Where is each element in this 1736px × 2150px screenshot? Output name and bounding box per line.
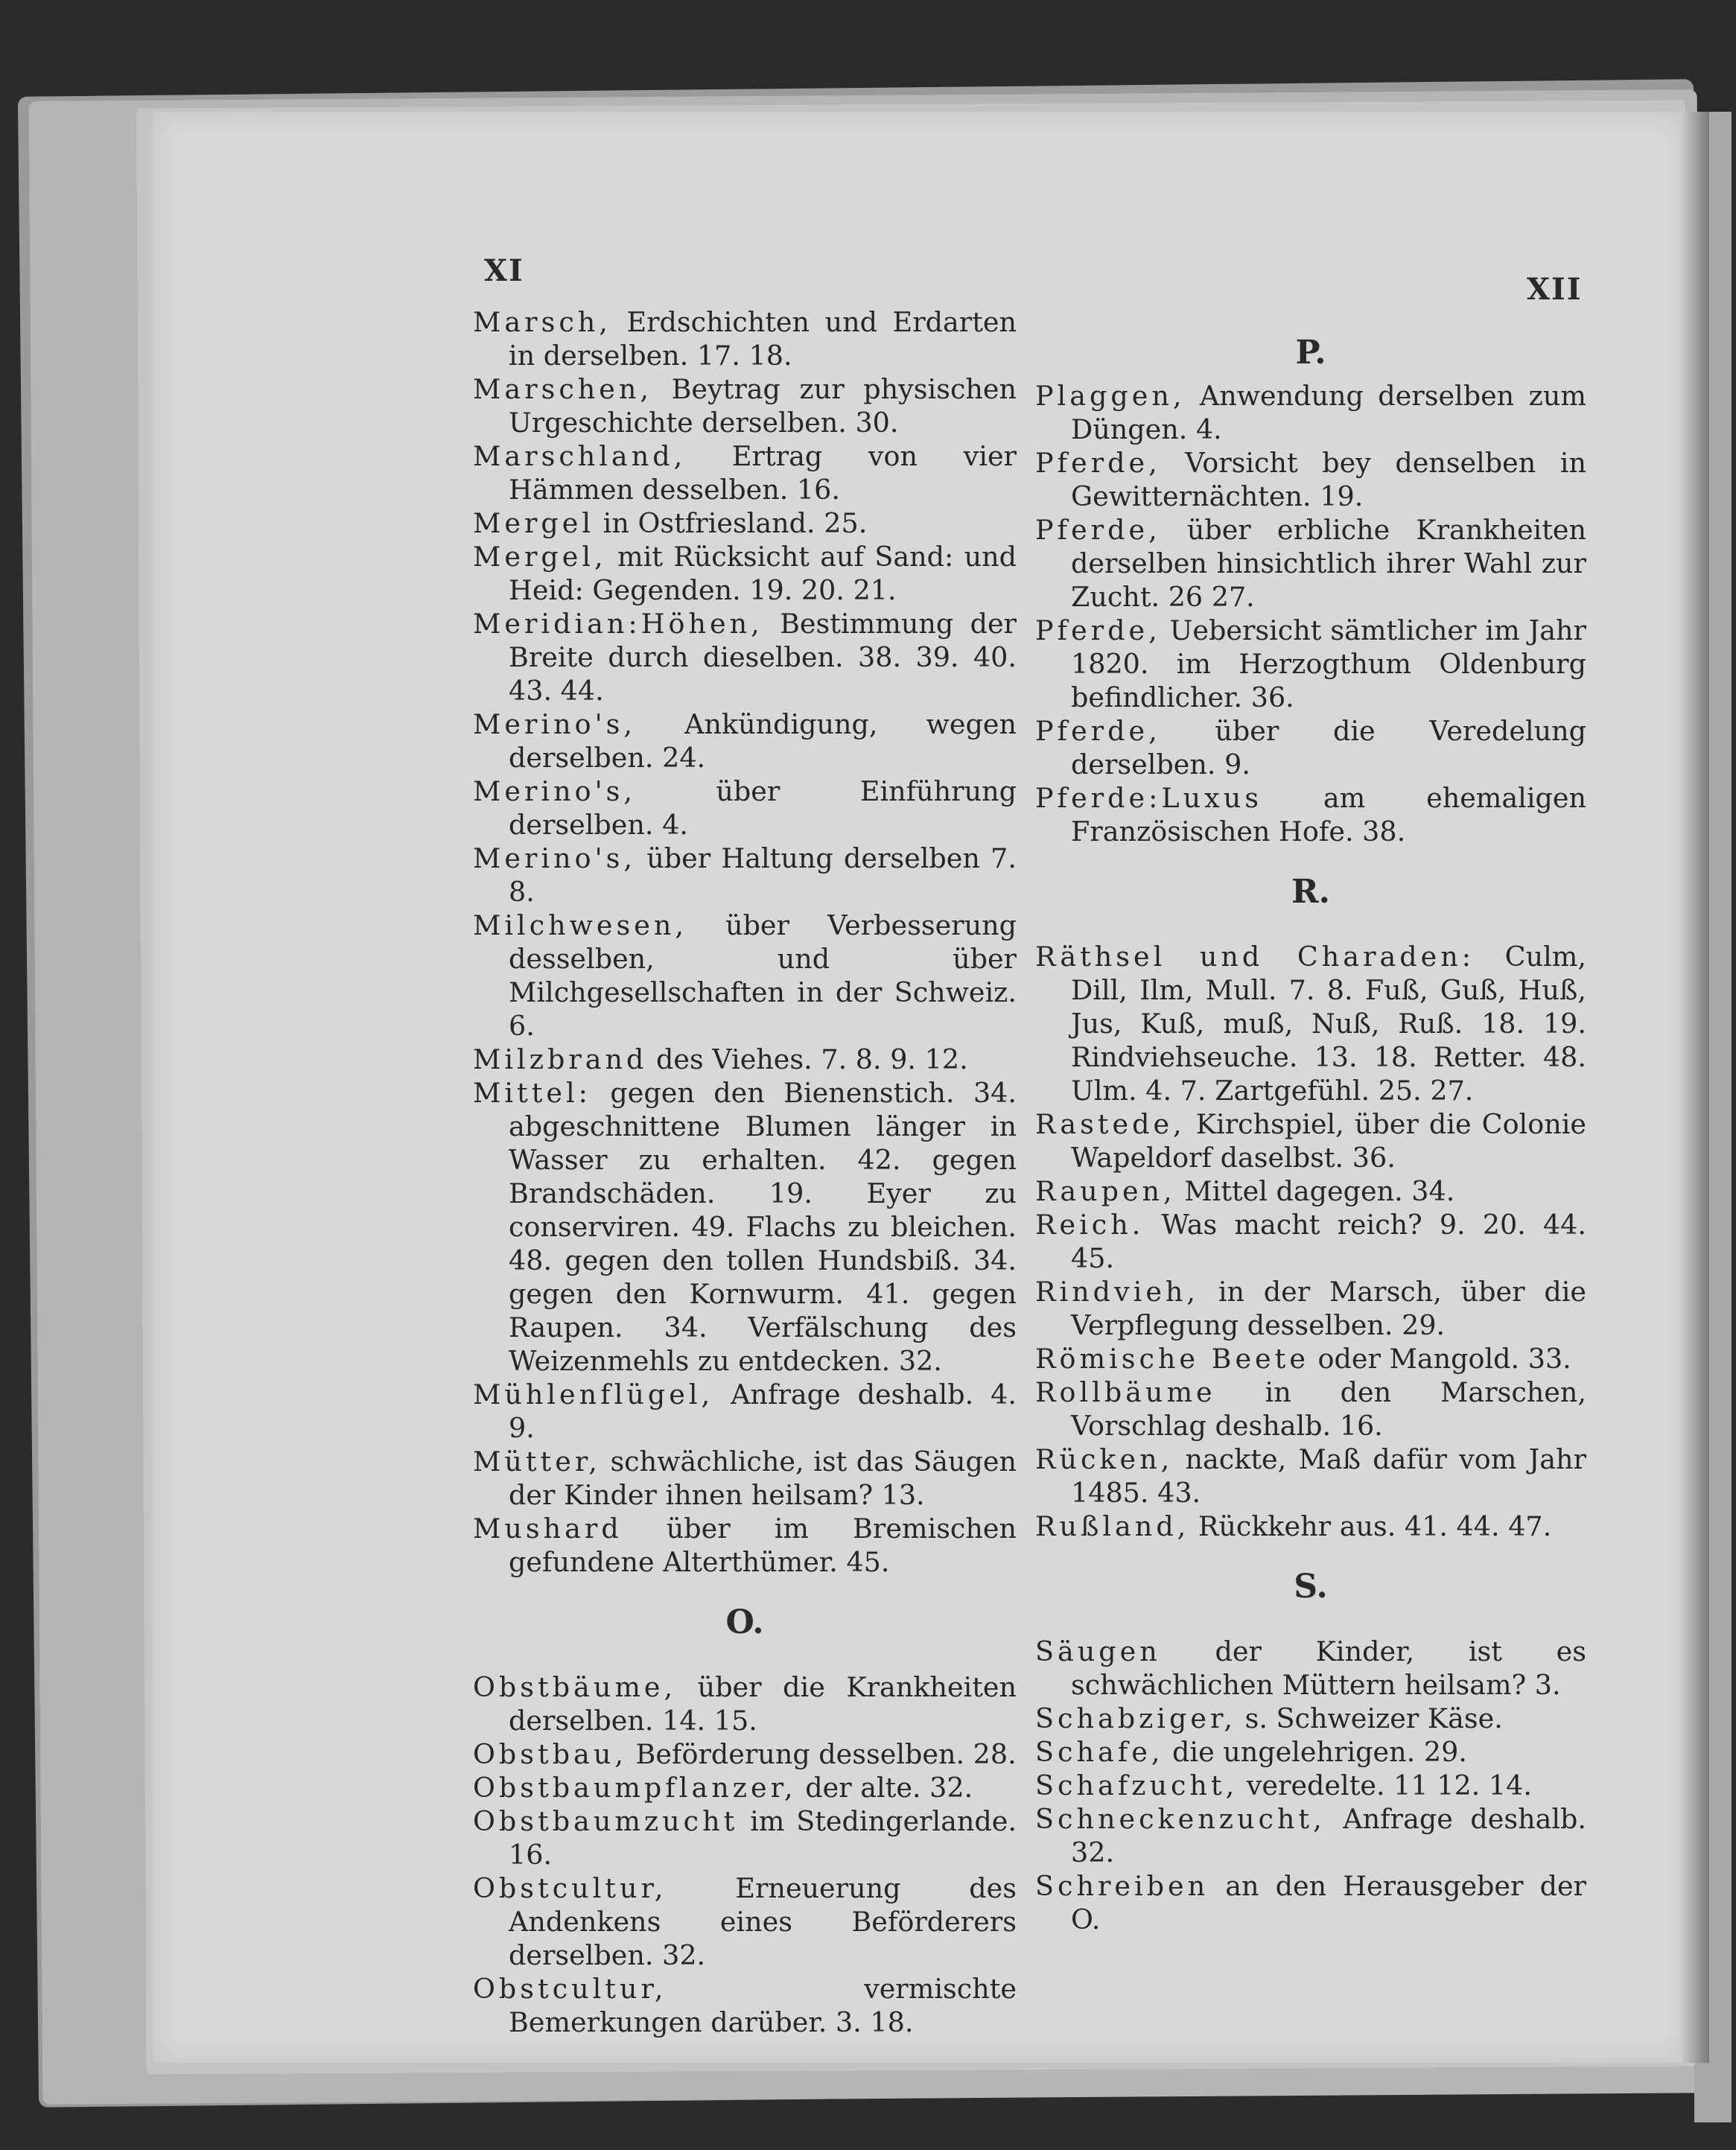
entry-head: Milchwesen, <box>473 909 687 941</box>
section-letter-o: O. <box>725 1603 764 1641</box>
entry-text: Uebersicht sämtlicher im Jahr 1820. im Herzogthum Oldenburg befindlicher. 36. <box>1071 614 1586 713</box>
entry-text: Bestimmung der Breite durch dieselben. 38. 39. 40. 43. 44. <box>509 608 1017 707</box>
index-entry <box>473 372 1017 439</box>
index-entry <box>473 1076 1017 1378</box>
entry-text: Erneuerung des Andenkens eines Beförderers derselben. 32. <box>509 1872 1017 1971</box>
entry-text: der alte. 32. <box>796 1772 973 1804</box>
entry-head: Meridian:Höhen, <box>473 608 763 640</box>
entry-head: Marsch, <box>473 306 611 338</box>
entry-text: Vorsicht bey denselben in Gewitternächten. 19. <box>1071 447 1586 512</box>
entry-text: s. Schweizer Käse. <box>1236 1702 1503 1734</box>
index-entry <box>1035 1443 1586 1510</box>
entry-head: Obstbäume, <box>473 1671 677 1703</box>
index-entry <box>1035 1107 1586 1174</box>
index-entry <box>1035 1275 1586 1342</box>
index-entry <box>473 1670 1017 1737</box>
entry-head: Rücken, <box>1035 1443 1174 1475</box>
entry-head: Merino's, <box>473 842 636 874</box>
entry-head: Pferde, <box>1035 514 1161 546</box>
entry-head: Pferde:Luxus <box>1035 782 1262 814</box>
left-index-column <box>473 305 1017 2039</box>
entry-head: Obstcultur, <box>473 1973 667 2005</box>
entry-text: Culm, Dill, Ilm, Mull. 7. 8. Fuß, Guß, Huß, Jus, Kuß, muß, Nuß, Ruß. 18. 19. Rindviehseuche. 13. 18. Retter. 48. Ulm. 4. 7. Zartgefühl. 25. 27. <box>1071 941 1586 1107</box>
entry-head: Schafzucht, <box>1035 1769 1239 1801</box>
entry-head: Raupen, <box>1035 1175 1176 1207</box>
index-entry <box>1035 446 1586 513</box>
index-entry <box>473 775 1017 842</box>
index-entry <box>1035 513 1586 614</box>
entry-head: Pferde, <box>1035 715 1161 747</box>
index-entry <box>473 707 1017 775</box>
index-entry <box>473 1512 1017 1579</box>
entry-head: Mushard <box>473 1513 623 1545</box>
index-entry <box>473 1972 1017 2039</box>
entry-head: Mühlenflügel, <box>473 1378 714 1410</box>
entry-head: Obstcultur, <box>473 1872 667 1904</box>
entry-head: Rastede, <box>1035 1108 1186 1140</box>
entry-head: Säugen <box>1035 1635 1161 1667</box>
entry-head: Mergel <box>473 507 595 539</box>
index-entry <box>1035 1375 1586 1443</box>
entry-head: Schafe, <box>1035 1736 1164 1768</box>
entry-text: Erdschichten und Erdarten in derselben. 17. 18. <box>509 306 1017 372</box>
index-entry <box>1035 714 1586 781</box>
index-entry <box>1035 1510 1586 1543</box>
section-letter-s: S. <box>1294 1568 1328 1606</box>
index-entry <box>473 607 1017 707</box>
index-entry <box>473 1737 1017 1771</box>
entry-text: des Viehes. 7. 8. 9. 12. <box>647 1043 968 1075</box>
index-entry <box>473 1771 1017 1804</box>
entry-text: Anfrage deshalb. 4. 9. <box>509 1378 1017 1444</box>
entry-text: die ungelehrigen. 29. <box>1163 1736 1467 1768</box>
entry-head: Mütter, <box>473 1445 601 1478</box>
entry-head: Obstbau, <box>473 1738 627 1770</box>
entry-text: schwächliche, ist das Säugen der Kinder ihnen heilsam? 13. <box>509 1445 1017 1511</box>
section-letter-r: R. <box>1291 873 1330 911</box>
entry-head: Obstbaumpflanzer, <box>473 1772 797 1804</box>
index-entry <box>1035 1702 1586 1735</box>
index-entry <box>473 439 1017 506</box>
entry-head: Plaggen, <box>1035 380 1186 412</box>
page-number-right: XII <box>1527 272 1583 307</box>
entry-head: Räthsel und Charaden: <box>1035 941 1475 973</box>
entry-text: Was macht reich? 9. 20. 44. 45. <box>1071 1209 1586 1274</box>
entry-head: Marschen, <box>473 373 652 405</box>
index-entry <box>1035 1174 1586 1208</box>
entry-head: Mergel, <box>473 541 607 573</box>
entry-text: veredelte. 11 12. 14. <box>1238 1769 1532 1801</box>
entry-text: Mittel dagegen. 34. <box>1175 1175 1455 1207</box>
index-entry <box>473 1445 1017 1512</box>
entry-text: mit Rücksicht auf Sand: und Heid: Gegenden. 19. 20. 21. <box>509 541 1017 606</box>
entry-head: Schneckenzucht, <box>1035 1803 1326 1835</box>
page-number-left: XI <box>484 253 524 288</box>
entry-head: Milzbrand <box>473 1043 648 1075</box>
index-entry <box>1035 1635 1586 1702</box>
entry-head: Rindvieh, <box>1035 1276 1200 1308</box>
entry-head: Merino's, <box>473 775 636 807</box>
entry-text: über Einführung derselben. 4. <box>509 775 1017 841</box>
index-entry <box>473 1871 1017 1972</box>
section-letter-p: P. <box>1295 334 1326 372</box>
index-entry <box>473 909 1017 1043</box>
entry-text: im Stedingerlande. 16. <box>509 1805 1017 1871</box>
right-index-column <box>1035 331 1586 1936</box>
entry-text: Anwendung derselben zum Düngen. 4. <box>1071 380 1586 445</box>
entry-text: über Haltung derselben 7. 8. <box>509 842 1017 908</box>
book-spine <box>1679 112 1709 2063</box>
index-entry <box>473 1804 1017 1871</box>
entry-head: Obstbaumzucht <box>473 1805 739 1837</box>
entry-head: Merino's, <box>473 708 636 740</box>
entry-text: über erbliche Krankheiten derselben hinsichtlich ihrer Wahl zur Zucht. 26 27. <box>1071 514 1586 613</box>
entry-text: der Kinder, ist es schwächlichen Müttern heilsam? 3. <box>1071 1635 1586 1701</box>
index-entry <box>1035 940 1586 1107</box>
entry-text: Kirchspiel, über die Colonie Wapeldorf daselbst. 36. <box>1071 1108 1586 1174</box>
entry-text: über im Bremischen gefundene Alterthümer. 45. <box>509 1513 1017 1578</box>
index-entry <box>1035 1208 1586 1275</box>
entry-text: an den Herausgeber der O. <box>1071 1870 1586 1936</box>
entry-head: Mittel: <box>473 1077 591 1109</box>
entry-text: Beförderung desselben. 28. <box>626 1738 1017 1770</box>
index-entry <box>1035 379 1586 446</box>
index-entry <box>1035 781 1586 848</box>
entry-text: Ankündigung, wegen derselben. 24. <box>509 708 1017 774</box>
entry-text: in Ostfriesland. 25. <box>594 507 868 539</box>
index-entry <box>473 540 1017 607</box>
index-entry <box>1035 1769 1586 1802</box>
entry-head: Pferde, <box>1035 447 1161 479</box>
entry-head: Schreiben <box>1035 1870 1209 1902</box>
entry-text: Anfrage deshalb. 32. <box>1071 1803 1586 1868</box>
entry-text: gegen den Bienenstich. 34. abgeschnittene Blumen länger in Wasser zu erhalten. 42. gegen Brandschäden. 19. Eyer zu conserviren. 49. Flachs zu bleichen. 48. gegen den tollen Hundsbiß. 34. gegen den Kornwurm. 41. gegen Raupen. 34. Verfälschung des Weizenmehls zu entdecken. 32. <box>509 1077 1017 1377</box>
entry-head: Römische Beete <box>1035 1343 1309 1375</box>
index-entry <box>1035 614 1586 714</box>
index-entry <box>1035 1802 1586 1869</box>
index-entry <box>473 305 1017 372</box>
entry-head: Schabziger, <box>1035 1702 1236 1734</box>
index-entry <box>473 1378 1017 1445</box>
entry-head: Rollbäume <box>1035 1376 1216 1408</box>
entry-text: in den Marschen, Vorschlag deshalb. 16. <box>1071 1376 1586 1442</box>
index-entry <box>473 1043 1017 1076</box>
entry-text: Beytrag zur physischen Urgeschichte derselben. 30. <box>509 373 1017 439</box>
index-entry <box>473 506 1017 540</box>
index-entry <box>473 842 1017 909</box>
entry-head: Pferde, <box>1035 614 1161 646</box>
entry-text: am ehemaligen Französischen Hofe. 38. <box>1071 782 1586 847</box>
entry-text: vermischte Bemerkungen darüber. 3. 18. <box>509 1973 1017 2038</box>
index-entry <box>1035 1342 1586 1375</box>
entry-head: Marschland, <box>473 440 687 472</box>
index-entry <box>1035 1869 1586 1936</box>
entry-text: oder Mangold. 33. <box>1309 1343 1571 1375</box>
entry-text: über die Krankheiten derselben. 14. 15. <box>509 1671 1017 1737</box>
entry-text: in der Marsch, über die Verpflegung desselben. 29. <box>1071 1276 1586 1341</box>
entry-head: Rußland, <box>1035 1510 1190 1542</box>
entry-text: Rückkehr aus. 41. 44. 47. <box>1189 1510 1552 1542</box>
entry-text: nackte, Maß dafür vom Jahr 1485. 43. <box>1071 1443 1586 1509</box>
index-entry <box>1035 1735 1586 1769</box>
entry-text: über die Veredelung derselben. 9. <box>1071 715 1586 780</box>
entry-text: Ertrag von vier Hämmen desselben. 16. <box>509 440 1017 506</box>
entry-text: über Verbesserung desselben, und über Milchgesellschaften in der Schweiz. 6. <box>509 909 1017 1042</box>
entry-head: Reich. <box>1035 1209 1145 1241</box>
